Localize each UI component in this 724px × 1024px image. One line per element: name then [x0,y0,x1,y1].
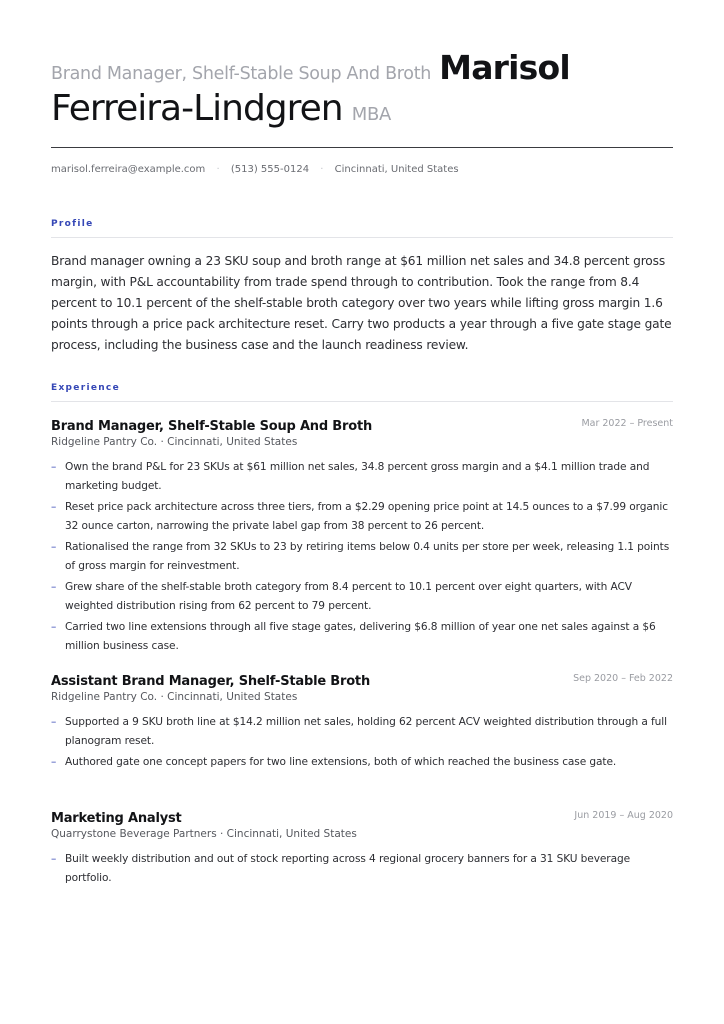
job-dates: Sep 2020 – Feb 2022 [573,673,673,684]
bullet-text: Rationalised the range from 32 SKUs to 23 by retiring items below 0.4 units per store per week, releasing 1.1 points of gross margin for reinvestment. [65,541,670,572]
name-line-one [51,48,673,88]
bullet-item [51,498,673,536]
contact-line [51,164,459,175]
bullet-dash: – [51,581,57,593]
bullet-text: Authored gate one concept papers for two line extensions, both of which reached the business case gate. [65,756,617,768]
job-entry [51,415,673,658]
resume-header [51,48,673,129]
bullet-text: Supported a 9 SKU broth line at $14.2 million net sales, holding 62 percent ACV weighted distribution through a full planogram reset. [65,716,667,747]
job-entry [51,807,673,890]
bullet-item [51,538,673,576]
email-link[interactable]: marisol.ferreira@example.com [51,164,206,175]
phone-number: (513) 555-0124 [230,164,310,175]
bullet-item [51,850,673,888]
job-title: Marketing Analyst [51,811,182,826]
job-company: Quarrystone Beverage Partners · Cincinnati, United States [51,828,357,840]
bullet-dash: – [51,756,57,768]
bullet-item [51,713,673,751]
job-dates: Mar 2022 – Present [581,418,673,429]
last-name: Ferreira-Lindgren [51,88,343,129]
job-header [51,670,673,690]
bullet-dash: – [51,461,57,473]
bullet-dash: – [51,621,57,633]
bullet-dash: – [51,501,57,513]
job-bullets [51,458,673,656]
section-title-experience: Experience [51,383,120,393]
bullet-text: Carried two line extensions through all five stage gates, delivering $6.8 million of year one net sales against a $6 million business case. [65,621,656,652]
job-entry [51,670,673,774]
section-divider [51,237,673,238]
bullet-dash: – [51,541,57,553]
bullet-dash: – [51,716,57,728]
name-line-two [51,88,673,129]
job-company: Ridgeline Pantry Co. · Cincinnati, United States [51,691,298,703]
section-title-profile: Profile [51,219,94,229]
job-company: Ridgeline Pantry Co. · Cincinnati, United States [51,436,298,448]
bullet-dash: – [51,853,57,865]
bullet-item [51,753,673,772]
profile-summary: Brand manager owning a 23 SKU soup and broth range at $61 million net sales and 34.8 percent gross margin, with P&L accountability from trade spend through to contribution. Took the range from 8.4 percent to 10.1 percent of the shelf-stable broth category over two years while lifting gross margin 1.6 points through a price pack architecture reset. Carry two products a year through a five gate stage gate process, including the business case and the launch readiness review. [51,254,672,352]
bullet-item [51,578,673,616]
location: Cincinnati, United States [334,164,459,175]
job-header [51,415,673,435]
credential: MBA [351,104,392,125]
bullet-text: Grew share of the shelf-stable broth category from 8.4 percent to 10.1 percent over eight quarters, with ACV weighted distribution rising from 62 percent to 79 percent. [65,581,632,612]
bullet-text: Reset price pack architecture across three tiers, from a $2.29 opening price point at 14.5 ounces to a $7.99 organic 32 ounce carton, narrowing the private label gap from 38 percent to 26 percent. [65,501,668,532]
first-name: Marisol [439,48,570,87]
job-title: Brand Manager, Shelf-Stable Soup And Broth [51,419,373,434]
header-divider [51,147,673,148]
bullet-text: Own the brand P&L for 23 SKUs at $61 million net sales, 34.8 percent gross margin and a $4.1 million trade and marketing budget. [65,461,650,492]
job-bullets [51,850,673,888]
headline: Brand Manager, Shelf-Stable Soup And Broth [51,64,432,84]
job-dates: Jun 2019 – Aug 2020 [574,810,673,821]
job-title: Assistant Brand Manager, Shelf-Stable Broth [51,674,371,689]
bullet-item [51,618,673,656]
bullet-text: Built weekly distribution and out of stock reporting across 4 regional grocery banners for a 31 SKU beverage portfolio. [65,853,630,884]
bullet-item [51,458,673,496]
section-divider [51,401,673,402]
contact-separator: · [320,164,324,175]
contact-separator: · [216,164,220,175]
job-bullets [51,713,673,772]
job-header [51,807,673,827]
